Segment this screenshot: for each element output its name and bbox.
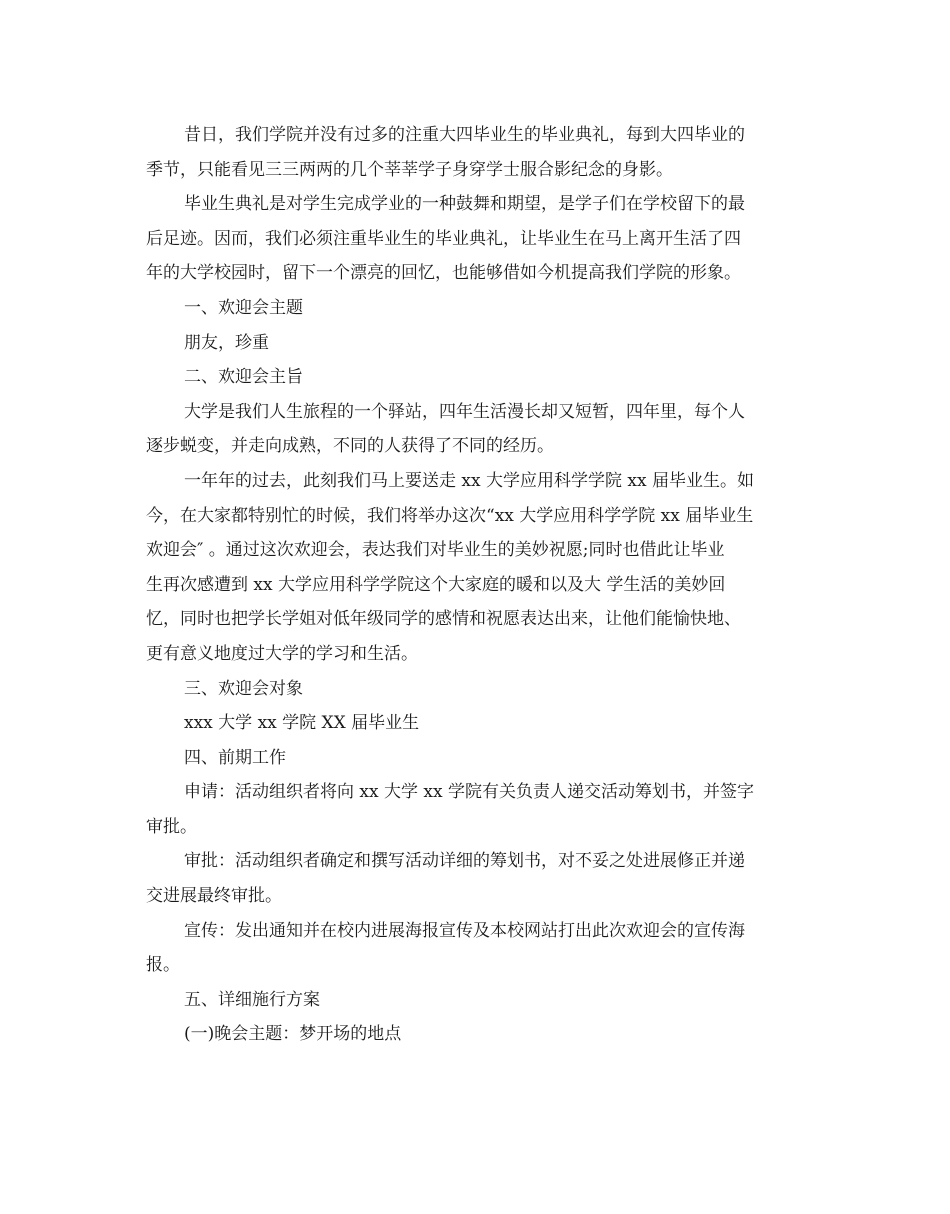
text-line: 生再次感遭到 xx 大学应用科学学院这个大家庭的暖和以及大 学生活的美妙回 — [146, 574, 726, 595]
subsection-heading: (一)晚会主题：梦开场的地点 — [184, 1024, 402, 1045]
text-line: 宣传：发出通知并在校内进展海报宣传及本校网站打出此次欢迎会的宣传海 — [184, 920, 745, 941]
text-line: 昔日，我们学院并没有过多的注重大四毕业生的毕业典礼，每到大四毕业的 — [184, 125, 745, 145]
text-line: 一年年的过去，此刻我们马上要送走 xx 大学应用科学学院 xx 届毕业生。如 — [184, 470, 754, 491]
text-line: 更有意义地度过大学的学习和生活。 — [146, 643, 418, 664]
text-line: 交进展最终审批。 — [146, 886, 282, 907]
text-line: 审批：活动组织者确定和撰写活动详细的筹划书，对不妥之处进展修正并递 — [184, 851, 745, 872]
section-heading: 一、欢迎会主题 — [184, 297, 303, 318]
text-line: 大学是我们人生旅程的一个驿站，四年生活漫长却又短暂，四年里，每个人 — [184, 401, 745, 422]
section-heading: 二、欢迎会主旨 — [184, 367, 303, 388]
text-line: 审批。 — [146, 816, 197, 837]
section-heading: 四、前期工作 — [184, 747, 286, 768]
document-body — [146, 118, 808, 1052]
text-line: 申请：活动组织者将向 xx 大学 xx 学院有关负责人递交活动筹划书，并签字 — [184, 782, 754, 803]
text-line: 后足迹。因而，我们必须注重毕业生的毕业典礼，让毕业生在马上离开生活了四 — [146, 228, 741, 249]
text-line: 报。 — [146, 955, 180, 976]
text-line: 今，在大家都特别忙的时候，我们将举办这次“xx 大学应用科学学院 xx 届毕业生 — [146, 505, 754, 526]
section-heading: 三、欢迎会对象 — [184, 678, 303, 699]
text-line: 逐步蜕变，并走向成熟，不同的人获得了不同的经历。 — [146, 436, 554, 457]
section-heading: 五、详细施行方案 — [184, 989, 320, 1010]
text-line: xxx 大学 xx 学院 XX 届毕业生 — [184, 713, 420, 734]
text-line: 毕业生典礼是对学生完成学业的一种鼓舞和期望，是学子们在学校留下的最 — [184, 194, 745, 215]
text-line: 忆，同时也把学长学姐对低年级同学的感情和祝愿表达出来，让他们能愉快地、 — [146, 609, 741, 630]
text-line: 季节，只能看见三三两两的几个莘莘学子身穿学士服合影纪念的身影。 — [146, 159, 673, 180]
text-line: 欢迎会″ 。通过这次欢迎会，表达我们对毕业生的美妙祝愿;同时也借此让毕业 — [146, 540, 725, 561]
text-line: 朋友，珍重 — [184, 332, 269, 353]
text-line: 年的大学校园时，留下一个漂亮的回忆，也能够借如今机提高我们学院的形象。 — [146, 263, 741, 284]
